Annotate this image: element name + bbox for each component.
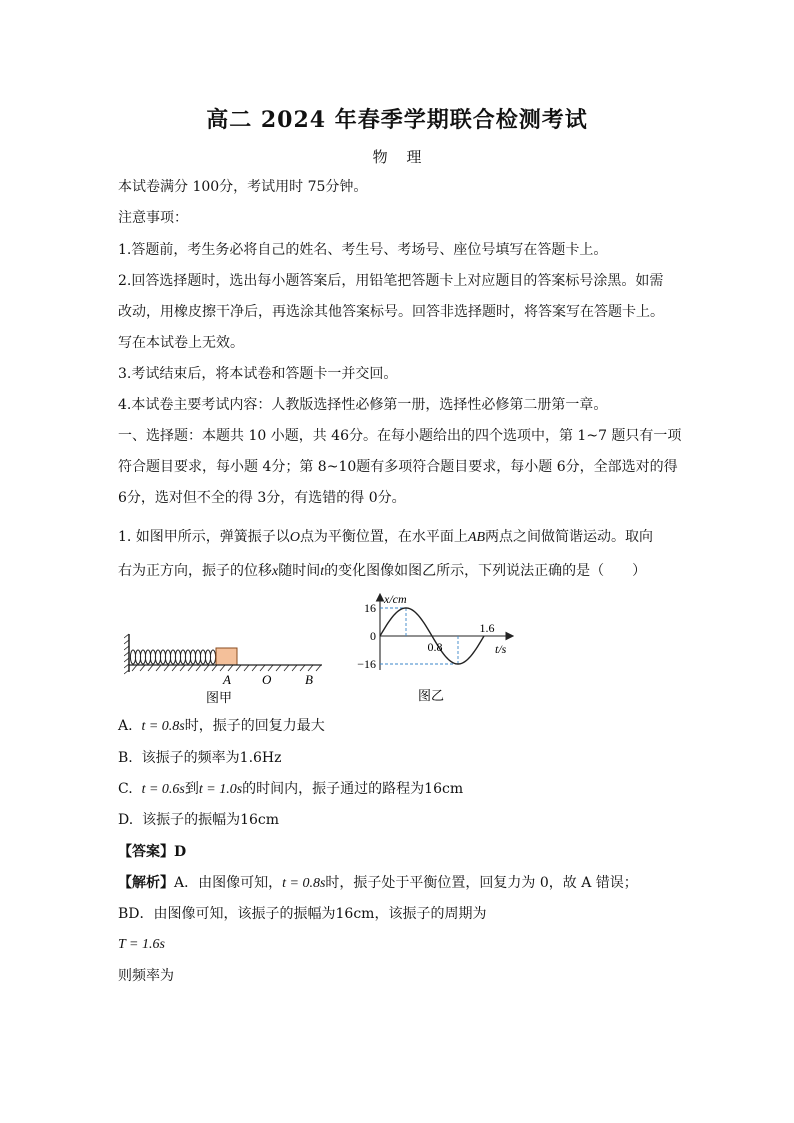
spring-coil <box>130 650 215 664</box>
question-1-stem-line-1: 1. 如图甲所示，弹簧振子以O点为平衡位置，在水平面上AB两点之间做简谐运动。取向 <box>118 529 654 545</box>
notice-label: 注意事项： <box>118 210 188 226</box>
var-o: O <box>289 530 300 545</box>
y-tick-label: 0 <box>370 629 376 643</box>
question-1-stem-line-2: 右为正方向，振子的位移x随时间t的变化图像如图乙所示，下列说法正确的是（ ） <box>118 563 647 579</box>
option-a[interactable]: A. t = 0.8s时，振子的回复力最大 <box>118 718 325 734</box>
option-b[interactable]: B. 该振子的频率为1.6Hz <box>118 750 282 766</box>
period-equation: T = 1.6s <box>118 937 165 952</box>
y-tick-label: 16 <box>364 601 376 615</box>
figure-xt-graph <box>350 590 520 708</box>
figure-1-caption: 图甲 <box>206 690 233 705</box>
x-tick-label: 1.6 <box>479 621 495 635</box>
frequency-line: 则频率为 <box>118 968 174 984</box>
answer-line: 【答案】D <box>118 844 187 860</box>
notice-2-line-3: 写在本试卷上无效。 <box>118 335 244 351</box>
label-a: A <box>223 672 231 687</box>
label-b: B <box>305 672 313 687</box>
page-title: 高二 2024 年春季学期联合检测考试 <box>206 107 588 133</box>
score-line: 本试卷满分 100分，考试用时 75分钟。 <box>118 179 368 195</box>
analysis-line-1: 【解析】A．由图像可知，t = 0.8s时，振子处于平衡位置，回复力为 0，故 A 错误； <box>118 875 638 891</box>
notice-4: 4.本试卷主要考试内容：人教版选择性必修第一册，选择性必修第二册第一章。 <box>118 397 608 413</box>
figure-spring-oscillator <box>124 630 334 710</box>
notice-3: 3.考试结束后，将本试卷和答题卡一并交回。 <box>118 366 398 382</box>
section-line-3: 6分，选对但不全的得 3分，有选错的得 0分。 <box>118 490 406 506</box>
x-tick-label: 0.8 <box>427 640 443 654</box>
x-axis-label: t/s <box>495 642 507 656</box>
section-line-2: 符合题目要求，每小题 4分；第 8~10题有多项符合题目要求，每小题 6分，全部选对的得 <box>118 459 678 475</box>
y-tick-label: −16 <box>357 657 376 671</box>
section-line-1: 一、选择题：本题共 10 小题，共 46分。在每小题给出的四个选项中，第 1~7 题只有一项 <box>118 428 682 444</box>
notice-1: 1.答题前，考生务必将自己的姓名、考生号、考场号、座位号填写在答题卡上。 <box>118 242 608 258</box>
oscillator-block <box>216 648 237 665</box>
figure-2-caption: 图乙 <box>418 688 445 703</box>
y-axis-label: x/cm <box>384 592 407 606</box>
var-t: t <box>320 564 325 579</box>
label-o: O <box>262 672 272 687</box>
option-c[interactable]: C. t = 0.6s到t = 1.0s的时间内，振子通过的路程为16cm <box>118 781 464 797</box>
subject-title: 物 理 <box>372 148 422 166</box>
notice-2-line-1: 2.回答选择题时，选出每小题答案后，用铅笔把答题卡上对应题目的答案标号涂黑。如需 <box>118 273 664 289</box>
notice-2-line-2: 改动，用橡皮擦干净后，再选涂其他答案标号。回答非选择题时，将答案写在答题卡上。 <box>118 304 664 320</box>
var-x: x <box>272 564 279 579</box>
option-d[interactable]: D. 该振子的振幅为16cm <box>118 812 280 828</box>
analysis-line-2: BD．由图像可知，该振子的振幅为16cm，该振子的周期为 <box>118 906 487 922</box>
var-ab: AB <box>467 530 486 545</box>
